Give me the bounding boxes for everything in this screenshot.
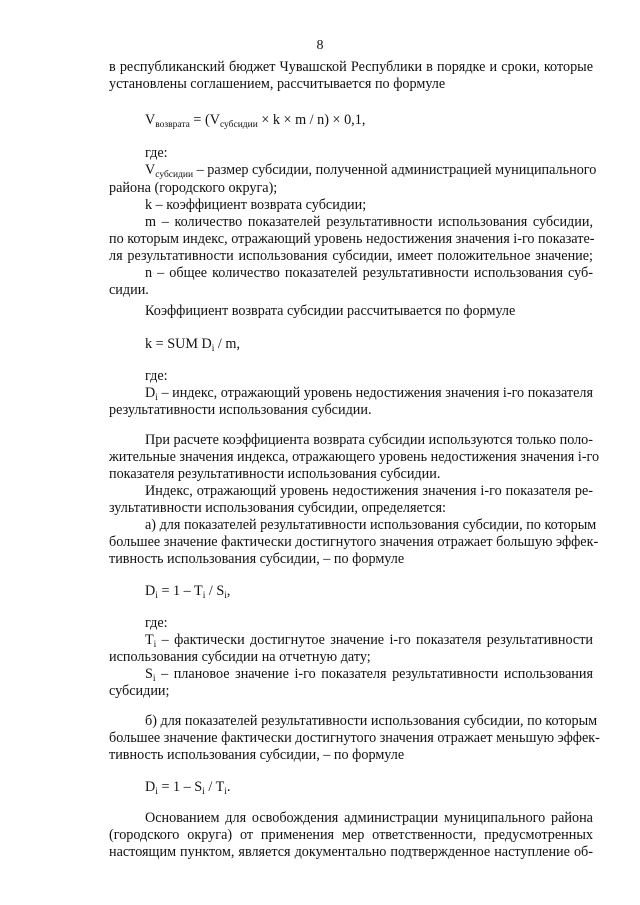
text-line: $S_i$ – плановое значение i-го показателя результативности использования xyxy=(145,666,593,684)
text-line: где: xyxy=(145,615,168,631)
text-line: а) для показателей результативности использования субсидии, по которым xyxy=(145,517,597,533)
text-line: $T_i$ – фактически достигнутое значение i-го показателя результативности xyxy=(145,632,593,650)
text-line: $D_i = 1 - T_i / S_i$, xyxy=(145,583,231,601)
text-line: m – количество показателей результативности использования субсидии, xyxy=(145,214,593,230)
text-line: в республиканский бюджет Чувашской Республики в порядке и сроки, которые xyxy=(109,59,593,75)
text-line: (городского округа) от применения мер ответственности, предусмотренных xyxy=(109,827,593,843)
text-line: сидии. xyxy=(109,282,149,298)
text-line: $V_{субсидии}$ – размер субсидии, полученной администрацией муниципального xyxy=(145,162,597,180)
text-line: жительные значения индекса, отражающего уровень недостижения значения i-го xyxy=(109,449,600,465)
text-line: б) для показателей результативности использования субсидии, по которым xyxy=(145,713,598,729)
text-line: $D_i = 1 - S_i / T_i$. xyxy=(145,779,231,797)
text-line: где: xyxy=(145,145,168,161)
text-line: настоящим пунктом, является документально подтвержденное наступление об- xyxy=(109,844,593,860)
text-line: по которым индекс, отражающий уровень недостижения значения i-го показате- xyxy=(109,231,595,247)
text-line: установлены соглашением, рассчитывается по формуле xyxy=(109,76,446,92)
text-line: показателя результативности использования субсидии. xyxy=(109,466,441,482)
text-line: Коэффициент возврата субсидии рассчитывается по формуле xyxy=(145,303,516,319)
text-line: где: xyxy=(145,368,168,384)
text-line: $D_i$ – индекс, отражающий уровень недостижения значения i-го показателя xyxy=(145,385,593,403)
text-line: использования субсидии на отчетную дату; xyxy=(109,649,371,665)
text-line: $V_{возврата} = (V_{субсидии} \times k \times m / n) \times 0,1$, xyxy=(145,112,366,130)
text-line: тивность использования субсидии, – по формуле xyxy=(109,747,405,763)
text-line: k – коэффициент возврата субсидии; xyxy=(145,197,367,213)
text-line: тивность использования субсидии, – по формуле xyxy=(109,551,405,567)
text-line: Индекс, отражающий уровень недостижения значения i-го показателя ре- xyxy=(145,483,593,499)
text-line: большее значение фактически достигнутого значения отражает меньшую эффек- xyxy=(109,730,600,746)
text-line: ля результативности использования субсидии, имеет положительное значение; xyxy=(109,248,593,264)
text-line: зультативности использования субсидии, определяется: xyxy=(109,500,446,516)
text-line: k = SUM $D_i$ / m, xyxy=(145,336,240,354)
page-number: 8 xyxy=(316,38,324,53)
text-line: субсидии; xyxy=(109,683,170,699)
text-line: результативности использования субсидии. xyxy=(109,402,372,418)
text-line: Основанием для освобождения администрации муниципального района xyxy=(145,810,593,826)
text-line: большее значение фактически достигнутого значения отражает большую эффек- xyxy=(109,534,599,550)
text-line: n – общее количество показателей результативности использования суб- xyxy=(145,265,593,281)
text-line: При расчете коэффициента возврата субсидии используются только поло- xyxy=(145,432,593,448)
text-line: района (городского округа); xyxy=(109,180,278,196)
